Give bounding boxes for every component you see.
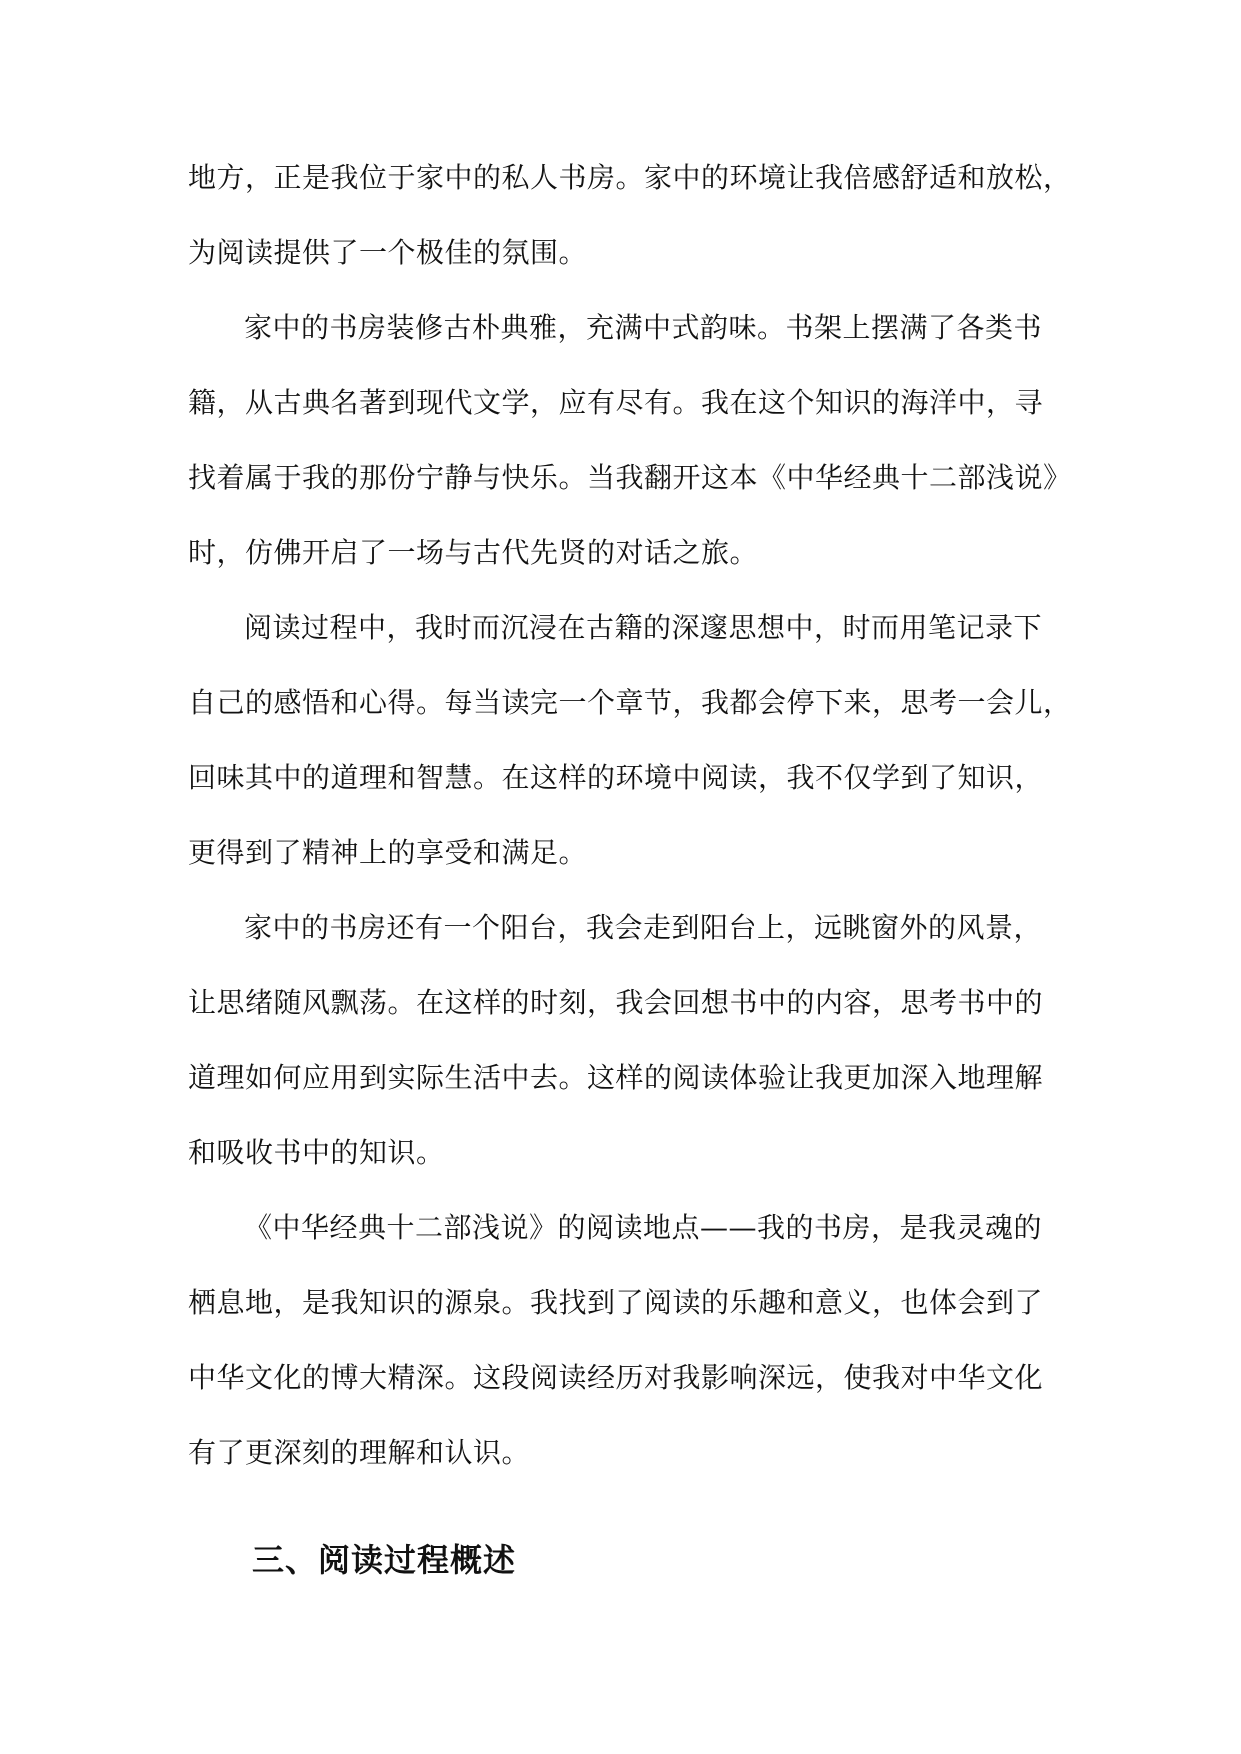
- text-line: 时，仿佛开启了一场与古代先贤的对话之旅。: [188, 536, 759, 569]
- text-line: 地方，正是我位于家中的私人书房。家中的环境让我倍感舒适和放松，: [188, 161, 1072, 194]
- text-line: 中华文化的博大精深。这段阅读经历对我影响深远，使我对中华文化: [188, 1361, 1044, 1394]
- text-line: 有了更深刻的理解和认识。: [188, 1436, 531, 1469]
- text-line: 让思绪随风飘荡。在这样的时刻，我会回想书中的内容，思考书中的: [188, 986, 1044, 1019]
- text-line: 道理如何应用到实际生活中去。这样的阅读体验让我更加深入地理解: [188, 1061, 1044, 1094]
- text-line: 回味其中的道理和智慧。在这样的环境中阅读，我不仅学到了知识，: [188, 761, 1044, 794]
- text-line: 自己的感悟和心得。每当读完一个章节，我都会停下来，思考一会儿，: [188, 686, 1072, 719]
- paragraph-balcony: [188, 890, 1058, 1190]
- text-line: 栖息地，是我知识的源泉。我找到了阅读的乐趣和意义，也体会到了: [188, 1286, 1044, 1319]
- text-line: 家中的书房装修古朴典雅，充满中式韵味。书架上摆满了各类书: [244, 311, 1043, 344]
- text-line: 找着属于我的那份宁静与快乐。当我翻开这本《中华经典十二部浅说》: [188, 461, 1072, 494]
- paragraph-study-location: [188, 140, 1072, 290]
- text-line: 为阅读提供了一个极佳的氛围。: [188, 236, 588, 269]
- paragraph-conclusion: [188, 1190, 1058, 1490]
- body-text: [188, 140, 1072, 1490]
- paragraph-reading-process: [188, 590, 1072, 890]
- text-line: 家中的书房还有一个阳台，我会走到阳台上，远眺窗外的风景，: [244, 911, 1043, 944]
- text-line: 籍，从古典名著到现代文学，应有尽有。我在这个知识的海洋中，寻: [188, 386, 1044, 419]
- paragraph-study-decor: [188, 290, 1072, 590]
- section-heading: 三、阅读过程概述: [252, 1541, 517, 1579]
- text-line: 《中华经典十二部浅说》的阅读地点——我的书房，是我灵魂的: [244, 1211, 1043, 1244]
- text-line: 更得到了精神上的享受和满足。: [188, 836, 588, 869]
- text-line: 阅读过程中，我时而沉浸在古籍的深邃思想中，时而用笔记录下: [244, 611, 1043, 644]
- text-line: 和吸收书中的知识。: [188, 1136, 445, 1169]
